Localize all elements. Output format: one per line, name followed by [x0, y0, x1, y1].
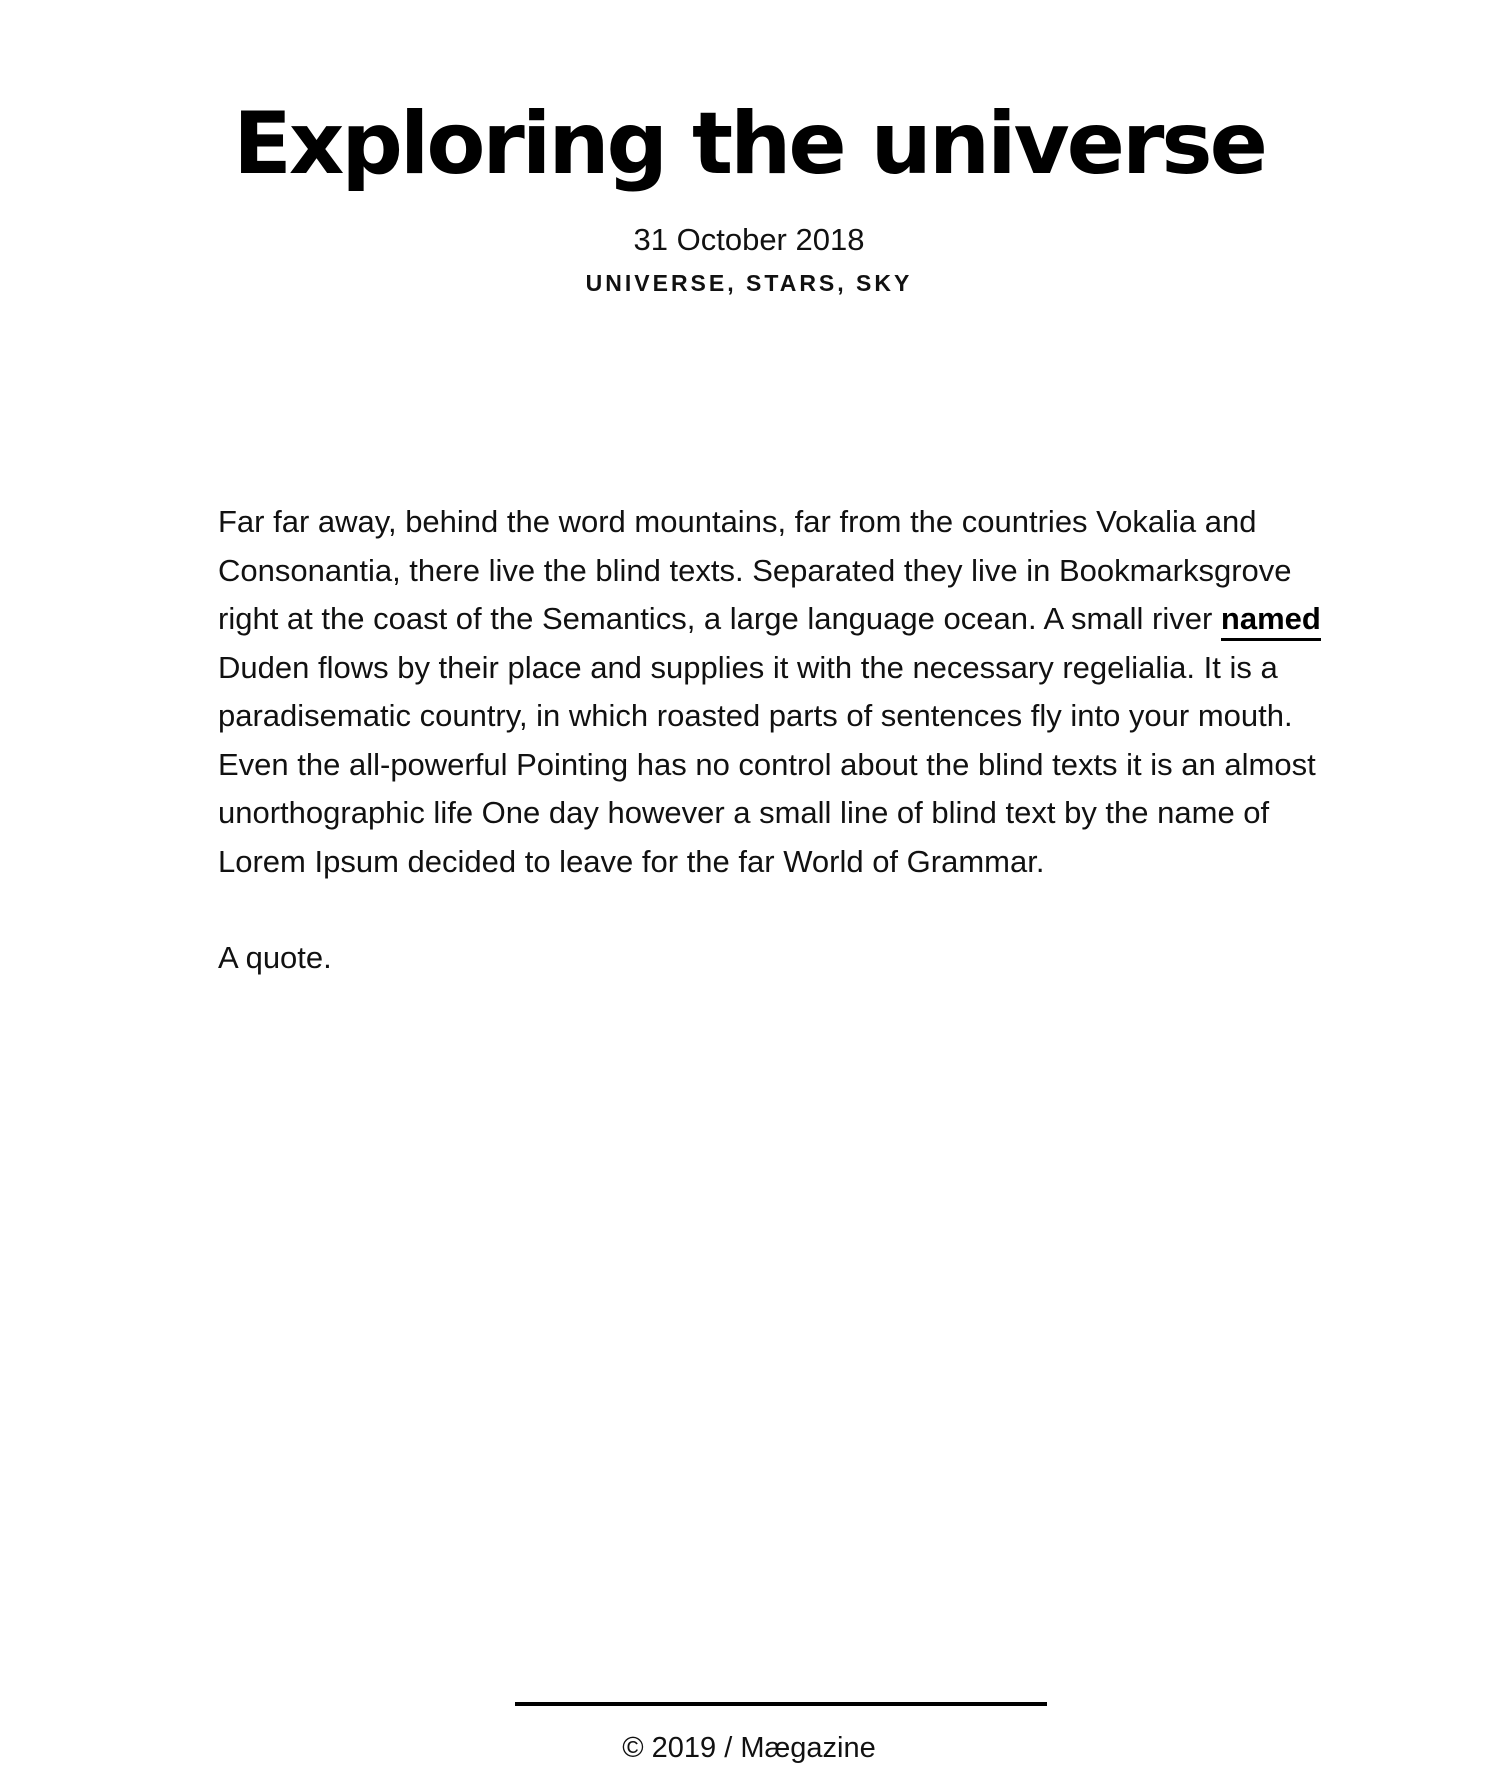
footer-copyright: © 2019 / Mægazine: [622, 1732, 876, 1764]
paragraph: [218, 498, 1348, 886]
footer-divider: [515, 1702, 1047, 1706]
post-body: [218, 498, 1348, 1031]
post-header: [0, 92, 1498, 298]
post-tags: UNIVERSE, STARS, SKY: [585, 270, 913, 296]
post-title: Exploring the universe: [233, 94, 1265, 194]
inline-link-named[interactable]: named: [1221, 601, 1321, 641]
post-date: 31 October 2018: [633, 222, 865, 257]
paragraph-text-after-link: Duden flows by their place and supplies it with the necessary regelialia. It is a paradisematic country, in which roasted parts of sentences fly into your mouth. Even the all-powerful Pointing has no control about the blind texts it is an almost unorthographic life One day however a small line of blind text by the name of Lorem Ipsum decided to leave for the far World of Grammar.: [218, 649, 1316, 879]
quote-paragraph: A quote.: [218, 940, 332, 975]
paragraph-text-before-link: Far far away, behind the word mountains, far from the countries Vokalia and Consonantia, there live the blind texts. Separated they live in Bookmarksgrove right at the coast of the Semantics, a large language ocean. A small river: [218, 504, 1292, 636]
